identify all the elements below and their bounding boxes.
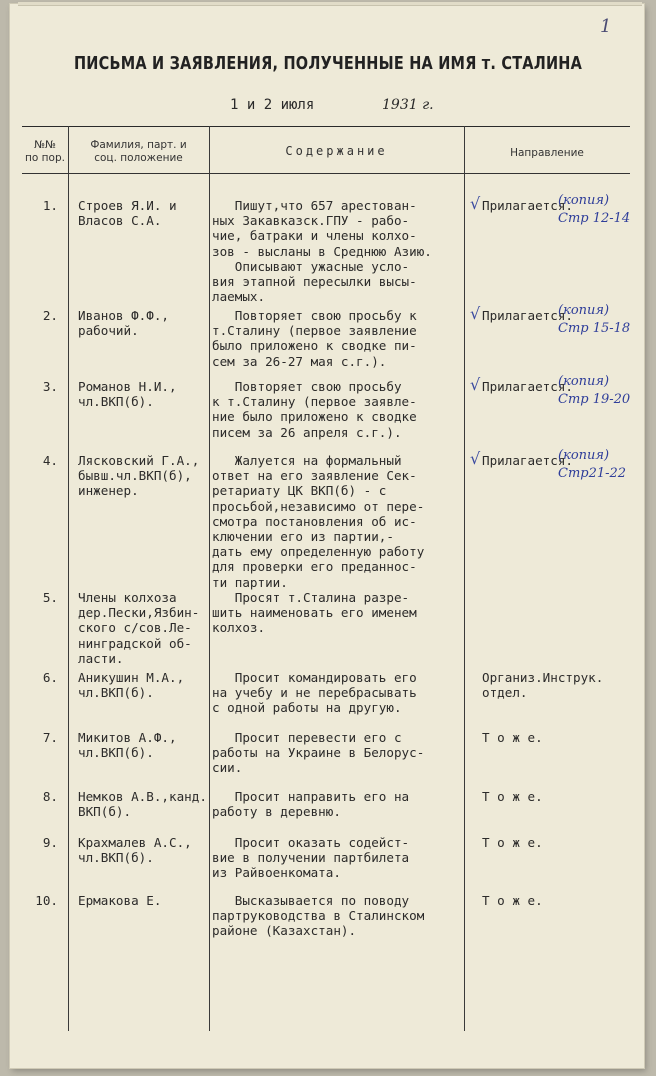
row-number: 5. <box>42 590 58 605</box>
sender-name: Крахмалев А.С., чл.ВКП(б). <box>78 835 192 866</box>
direction-note: Прилагается. <box>482 308 573 323</box>
checkmark-icon: √ <box>470 449 481 468</box>
sender-name: Члены колхоза дер.Пески,Язбин- ского с/сов.Ле- нинградской об- ласти. <box>78 590 200 666</box>
column-divider-1 <box>68 126 69 1031</box>
page-edge <box>18 2 642 6</box>
direction-note: Организ.Инструк. отдел. <box>482 670 604 701</box>
checkmark-icon: √ <box>470 304 481 323</box>
row-number: 4. <box>42 453 58 468</box>
row-number: 6. <box>42 670 58 685</box>
direction-note: Т о ж е. <box>482 789 543 804</box>
sender-name: Строев Я.И. и Власов С.А. <box>78 198 177 229</box>
letter-content: Жалуется на формальный ответ на его заявление Сек- ретариату ЦК ВКП(б) - с просьбой,независимо от пере- смотра постановления об ис- ключении его из партии,- дать ему определенную работу для проверки его преданнос- ти партии. <box>212 453 425 590</box>
direction-note: Т о ж е. <box>482 730 543 745</box>
row-number: 10. <box>35 893 58 908</box>
sender-name: Романов Н.И., чл.ВКП(б). <box>78 379 177 410</box>
letter-content: Просит оказать содейст- вие в получении партбилета из Райвоенкомата. <box>212 835 410 881</box>
row-number: 8. <box>42 789 58 804</box>
date-typed: 1 и 2 июля <box>230 97 315 113</box>
direction-note: Т о ж е. <box>482 893 543 908</box>
row-number: 1. <box>42 198 58 213</box>
handwritten-copy-note: (копия) Стр 19-20 <box>558 374 631 407</box>
checkmark-icon: √ <box>470 375 481 394</box>
sender-name: Немков А.В.,канд. ВКП(б). <box>78 789 207 820</box>
letter-content: Просит направить его на работу в деревню. <box>212 789 410 820</box>
handwritten-copy-note: (копия) Стр21-22 <box>558 448 627 481</box>
letter-content: Повторяет свою просьбу к т.Сталину (первое заявление было приложено к сводке пи- сем за 26-27 мая с.г.). <box>212 308 417 369</box>
header-content: Содержание <box>285 144 388 158</box>
handwritten-copy-note: (копия) Стр 12-14 <box>558 193 631 226</box>
letter-content: Просит командировать его на учебу и не перебрасывать с одной работы на другую. <box>212 670 417 716</box>
sender-name: Микитов А.Ф., чл.ВКП(б). <box>78 730 177 761</box>
row-number: 9. <box>42 835 58 850</box>
header-num: №№ по пор. <box>25 139 65 164</box>
row-number: 2. <box>42 308 58 323</box>
handwritten-copy-note: (копия) Стр 15-18 <box>558 303 631 336</box>
date-year: 1931 г. <box>382 97 434 113</box>
header-name: Фамилия, парт. и соц. положение <box>90 139 187 164</box>
letter-content: Повторяет свою просьбу к т.Сталину (первое заявле- ние было приложено к сводке писем за 26 апреля с.г.). <box>212 379 417 440</box>
letter-content: Высказывается по поводу партруководства в Сталинском районе (Казахстан). <box>212 893 425 939</box>
letter-content: Просит перевести его с работы на Украине в Белорус- сии. <box>212 730 425 776</box>
direction-note: Прилагается. <box>482 379 573 394</box>
checkmark-icon: √ <box>470 194 481 213</box>
direction-note: Т о ж е. <box>482 835 543 850</box>
table-header-border <box>22 173 630 174</box>
sender-name: Аникушин М.А., чл.ВКП(б). <box>78 670 185 701</box>
column-divider-2 <box>209 126 210 1031</box>
letter-content: Просят т.Сталина разре- шить наименовать его именем колхоз. <box>212 590 417 636</box>
table-top-border <box>22 126 630 127</box>
direction-note: Прилагается. <box>482 198 573 213</box>
direction-note: Прилагается. <box>482 453 573 468</box>
column-divider-3 <box>464 126 465 1031</box>
sender-name: Ермакова Е. <box>78 893 162 908</box>
sender-name: Лясковский Г.А., бывш.чл.ВКП(б), инженер. <box>78 453 200 499</box>
row-number: 3. <box>42 379 58 394</box>
sender-name: Иванов Ф.Ф., рабочий. <box>78 308 169 339</box>
page-number: 1 <box>600 16 612 37</box>
document-title: ПИСЬМА И ЗАЯВЛЕНИЯ, ПОЛУЧЕННЫЕ НА ИМЯ т. СТАЛИНА <box>73 54 583 74</box>
row-number: 7. <box>42 730 58 745</box>
header-direction: Направление <box>510 147 584 159</box>
letter-content: Пишут,что 657 арестован- ных Закавказск.ГПУ - рабо- чие, батраки и члены колхо- зов - высланы в Среднюю Азию. Описывают ужасные усло- вия этапной пересылки высы- лаемых. <box>212 198 432 305</box>
